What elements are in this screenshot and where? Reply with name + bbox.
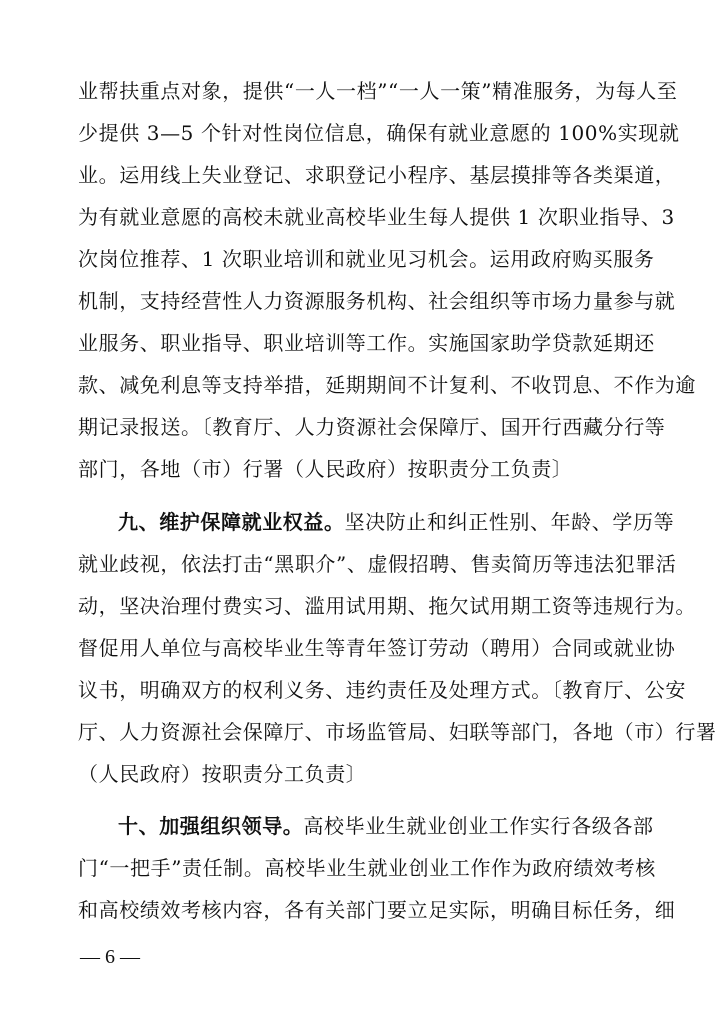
text-line: 部门，各地（市）行署（人民政府）按职责分工负责〕 xyxy=(78,457,573,481)
text-line: 次岗位推荐、1 次职业培训和就业见习机会。运用政府购买服务 xyxy=(78,247,655,271)
section-text: 高校毕业生就业创业工作实行各级各部 xyxy=(303,814,654,838)
text-line: 议书，明确双方的权利义务、违约责任及处理方式。〔教育厅、公安 xyxy=(78,678,686,702)
text-line: 门“一把手”责任制。高校毕业生就业创业工作作为政府绩效考核 xyxy=(78,856,656,880)
text-line: 和高校绩效考核内容，各有关部门要立足实际，明确目标任务，细 xyxy=(78,898,676,922)
section-text: 坚决防止和纠正性别、年龄、学历等 xyxy=(344,510,675,534)
text-line: 款、减免利息等支持举措，延期期间不计复利、不收罚息、不作为逾 xyxy=(78,373,696,397)
section-heading: 十、加强组织领导。 xyxy=(118,814,304,838)
text-line: 少提供 3—5 个针对性岗位信息，确保有就业意愿的 100%实现就 xyxy=(78,121,680,145)
text-line: 业帮扶重点对象，提供“一人一档”“一人一策”精准服务，为每人至 xyxy=(78,79,678,103)
text-line: 期记录报送。〔教育厅、人力资源社会保障厅、国开行西藏分行等 xyxy=(78,415,666,439)
page-number: — 6 — xyxy=(80,946,140,968)
text-line: 业服务、职业指导、职业培训等工作。实施国家助学贷款延期还 xyxy=(78,331,655,355)
text-line: 为有就业意愿的高校未就业高校毕业生每人提供 1 次职业指导、3 xyxy=(78,205,675,229)
section-first-line xyxy=(118,509,675,535)
text-line: 就业歧视，依法打击“黑职介”、虚假招聘、售卖简历等违法犯罪活 xyxy=(78,552,677,576)
text-line: 督促用人单位与高校毕业生等青年签订劳动（聘用）合同或就业协 xyxy=(78,636,676,660)
section-first-line xyxy=(118,813,658,839)
text-line: 动，坚决治理付费实习、滥用试用期、拖欠试用期工资等违规行为。 xyxy=(78,594,696,618)
text-line: 机制，支持经营性人力资源服务机构、社会组织等市场力量参与就 xyxy=(78,289,676,313)
section-heading: 九、维护保障就业权益。 xyxy=(118,510,345,534)
text-line: （人民政府）按职责分工负责〕 xyxy=(78,762,367,786)
text-line: 业。运用线上失业登记、求职登记小程序、基层摸排等各类渠道， xyxy=(78,163,676,187)
text-line: 厅、人力资源社会保障厅、市场监管局、妇联等部门，各地（市）行署 xyxy=(78,720,717,744)
